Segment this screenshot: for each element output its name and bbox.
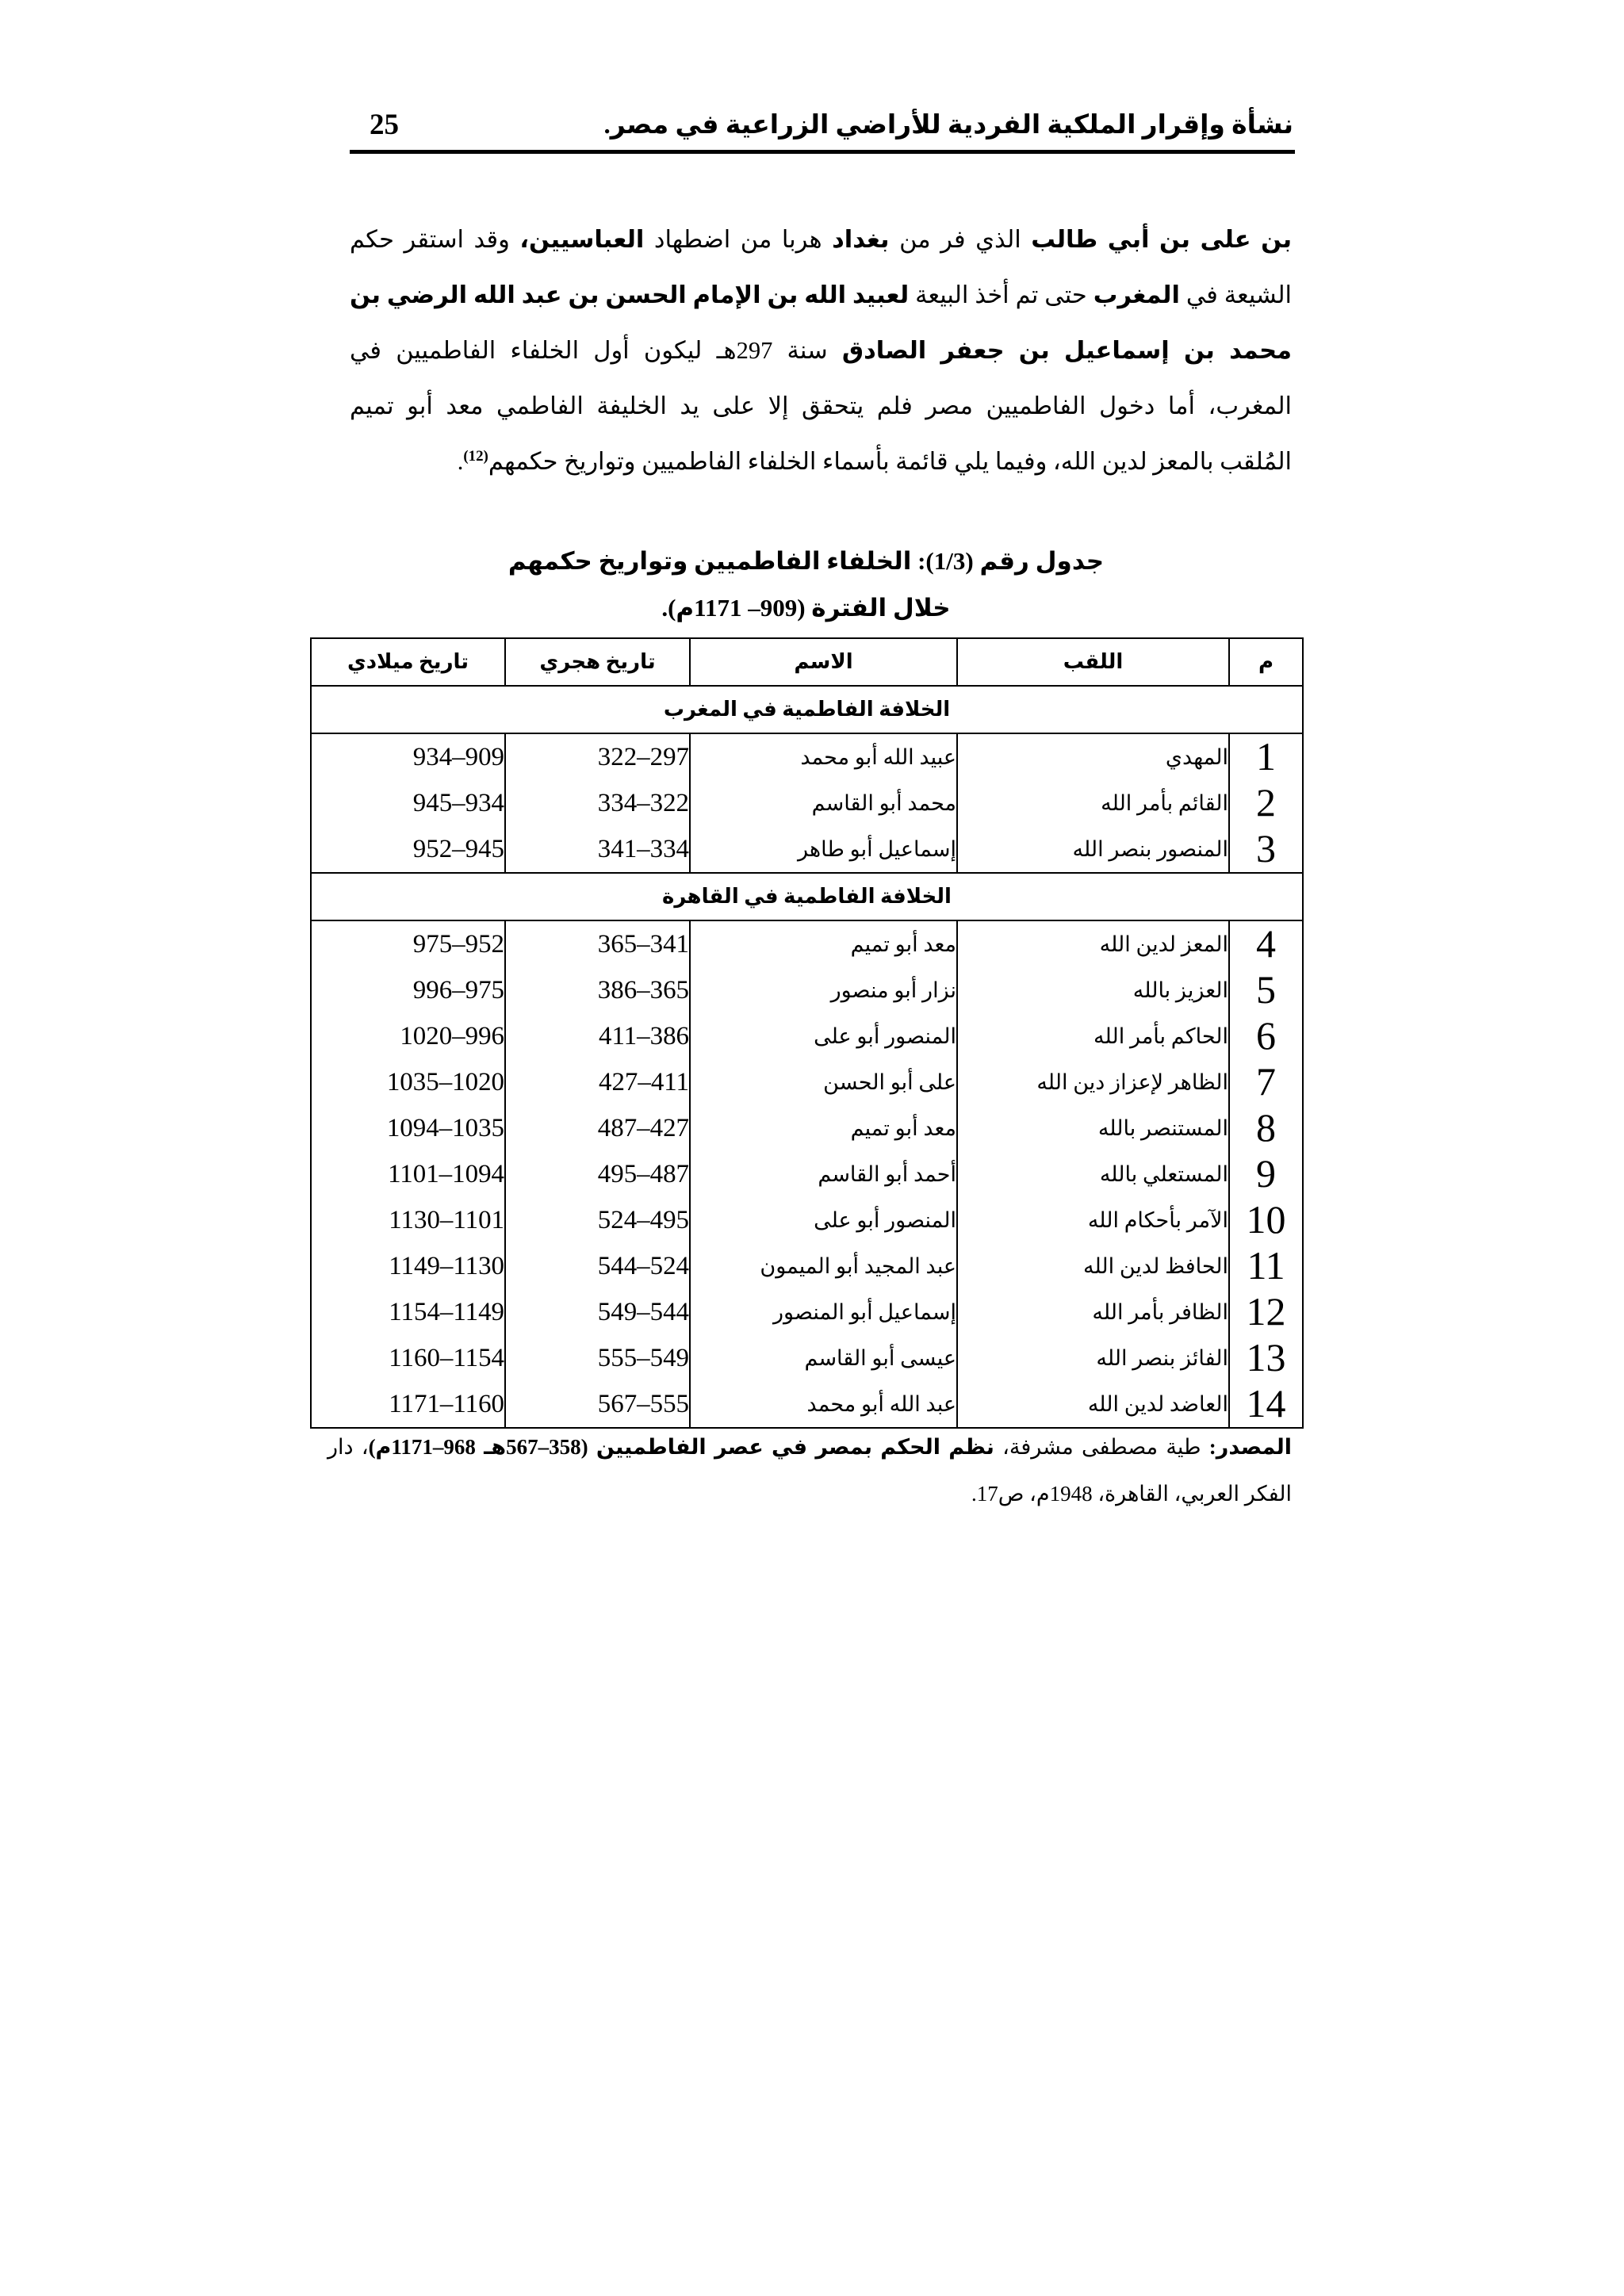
gregorian-date-cell bbox=[311, 1381, 505, 1428]
hijri-date-cell-text: 386–365 bbox=[597, 975, 689, 1004]
running-header bbox=[350, 100, 1293, 151]
row-number-text: 3 bbox=[1256, 826, 1276, 871]
name-cell bbox=[690, 1059, 957, 1105]
gregorian-date-cell-text: 1171–1160 bbox=[389, 1389, 504, 1418]
title-cell-text: الفائز بنصر الله bbox=[1096, 1345, 1228, 1370]
paragraph-line bbox=[350, 323, 1292, 378]
emphasized-text: المغرب bbox=[1093, 281, 1180, 308]
hijri-date-cell bbox=[505, 780, 690, 826]
row-number-text: 10 bbox=[1246, 1197, 1286, 1242]
name-cell-text: عيسى أبو القاسم bbox=[804, 1345, 956, 1370]
name-cell bbox=[690, 1243, 957, 1289]
gregorian-date-cell bbox=[311, 780, 505, 826]
body-text: سنة 297هـ ليكون أول الخلفاء الفاطميين في bbox=[350, 337, 828, 364]
header-name bbox=[690, 638, 957, 686]
row-number bbox=[1229, 733, 1303, 780]
source-author: طية مصطفى مشرفة، bbox=[1002, 1435, 1201, 1459]
table-row bbox=[311, 1059, 1303, 1105]
title-cell bbox=[957, 920, 1229, 967]
body-text: الشيعة في bbox=[1185, 281, 1292, 308]
table-row bbox=[311, 967, 1303, 1013]
header-title-text: اللقب bbox=[1063, 650, 1124, 673]
header-number-text: م bbox=[1258, 650, 1274, 673]
table-row bbox=[311, 733, 1303, 780]
body-text: المُلقب بالمعز لدين الله، وفيما يلي قائمة بأسماء الخلفاء الفاطميين وتواريخ حكمهم bbox=[488, 448, 1292, 475]
section-heading-cell bbox=[311, 686, 1303, 733]
gregorian-date-cell-text: 1020–996 bbox=[400, 1021, 504, 1050]
gregorian-date-cell-text: 1094–1035 bbox=[386, 1113, 504, 1142]
row-number bbox=[1229, 1197, 1303, 1243]
hijri-date-cell-text: 567–555 bbox=[597, 1389, 689, 1418]
hijri-date-cell bbox=[505, 1151, 690, 1197]
hijri-date-cell-text: 341–334 bbox=[597, 834, 689, 863]
name-cell-text: نزار أبو منصور bbox=[830, 978, 956, 1002]
table-row bbox=[311, 920, 1303, 967]
row-number-text: 8 bbox=[1256, 1105, 1276, 1150]
table-row bbox=[311, 1289, 1303, 1335]
hijri-date-cell-text: 549–544 bbox=[597, 1297, 689, 1326]
table-head bbox=[311, 638, 1303, 686]
hijri-date-cell-text: 495–487 bbox=[597, 1159, 689, 1188]
name-cell-text: معد أبو تميم bbox=[850, 932, 956, 956]
table-row bbox=[311, 1013, 1303, 1059]
gregorian-date-cell-text: 934–909 bbox=[412, 742, 504, 771]
emphasized-text: محمد بن إسماعيل بن جعفر الصادق bbox=[841, 337, 1292, 364]
row-number bbox=[1229, 1013, 1303, 1059]
footnote-ref: (12) bbox=[463, 447, 488, 465]
hijri-date-cell bbox=[505, 826, 690, 873]
name-cell bbox=[690, 1381, 957, 1428]
gregorian-date-cell-text: 952–945 bbox=[412, 834, 504, 863]
hijri-date-cell-text: 334–322 bbox=[597, 788, 689, 817]
hijri-date-cell bbox=[505, 1289, 690, 1335]
gregorian-date-cell bbox=[311, 967, 505, 1013]
table-row bbox=[311, 1335, 1303, 1381]
table-source bbox=[327, 1424, 1292, 1517]
name-cell-text: المنصور أبو على bbox=[814, 1024, 956, 1048]
hijri-date-cell-text: 524–495 bbox=[597, 1205, 689, 1234]
hijri-date-cell bbox=[505, 1335, 690, 1381]
title-cell-text: المنصور بنصر الله bbox=[1072, 836, 1228, 861]
row-number-text: 6 bbox=[1256, 1013, 1276, 1058]
paragraph-line bbox=[350, 434, 1292, 489]
source-book-title: نظم الحكم بمصر في عصر الفاطميين (358–567هـ 968–1171م) bbox=[368, 1435, 994, 1459]
hijri-date-cell bbox=[505, 1197, 690, 1243]
title-cell bbox=[957, 1243, 1229, 1289]
header-title bbox=[957, 638, 1229, 686]
section-heading-cell bbox=[311, 873, 1303, 920]
hijri-date-cell-text: 411–386 bbox=[598, 1021, 689, 1050]
row-number-text: 5 bbox=[1256, 967, 1276, 1012]
gregorian-date-cell bbox=[311, 1013, 505, 1059]
row-number bbox=[1229, 1335, 1303, 1381]
hijri-date-cell bbox=[505, 1059, 690, 1105]
table-row bbox=[311, 1381, 1303, 1428]
source-line bbox=[327, 1471, 1292, 1517]
hijri-date-cell bbox=[505, 967, 690, 1013]
gregorian-date-cell-text: 975–952 bbox=[412, 929, 504, 959]
body-text: وقد استقر حكم bbox=[350, 226, 510, 253]
hijri-date-cell bbox=[505, 1013, 690, 1059]
name-cell bbox=[690, 1197, 957, 1243]
hijri-date-cell-text: 427–411 bbox=[598, 1067, 689, 1096]
name-cell bbox=[690, 967, 957, 1013]
row-number-text: 4 bbox=[1256, 921, 1276, 966]
name-cell-text: عبد الله أبو محمد bbox=[806, 1391, 956, 1416]
gregorian-date-cell bbox=[311, 920, 505, 967]
emphasized-text: بغداد bbox=[832, 226, 890, 253]
name-cell-text: إسماعيل أبو المنصور bbox=[772, 1299, 956, 1324]
title-cell-text: المستنصر بالله bbox=[1097, 1115, 1228, 1140]
title-cell bbox=[957, 1151, 1229, 1197]
section-heading-row bbox=[311, 686, 1303, 733]
hijri-date-cell-text: 555–549 bbox=[597, 1343, 689, 1372]
body-text: . bbox=[457, 448, 464, 475]
hijri-date-cell bbox=[505, 733, 690, 780]
table-row bbox=[311, 1197, 1303, 1243]
row-number-text: 1 bbox=[1256, 734, 1276, 779]
hijri-date-cell bbox=[505, 1243, 690, 1289]
hijri-date-cell-text: 544–524 bbox=[597, 1251, 689, 1280]
title-cell bbox=[957, 967, 1229, 1013]
gregorian-date-cell bbox=[311, 1105, 505, 1151]
name-cell-text: محمد أبو القاسم bbox=[811, 790, 956, 815]
header-gregorian-date-text: تاريخ ميلادي bbox=[347, 650, 469, 673]
table-row bbox=[311, 1243, 1303, 1289]
row-number-text: 12 bbox=[1246, 1289, 1286, 1334]
name-cell-text: معد أبو تميم bbox=[850, 1115, 956, 1140]
row-number bbox=[1229, 1059, 1303, 1105]
caliphs-table bbox=[310, 637, 1304, 1429]
name-cell bbox=[690, 1151, 957, 1197]
hijri-date-cell bbox=[505, 1381, 690, 1428]
body-text: حتى تم أخذ البيعة bbox=[915, 281, 1087, 308]
name-cell-text: على أبو الحسن bbox=[823, 1070, 956, 1094]
gregorian-date-cell bbox=[311, 826, 505, 873]
emphasized-text: لعبيد الله بن الإمام الحسن بن عبد الله الرضي بن bbox=[350, 281, 910, 308]
title-cell-text: الحافظ لدين الله bbox=[1082, 1253, 1228, 1278]
header-hijri-date bbox=[505, 638, 690, 686]
title-cell-text: الظاهر لإعزاز دين الله bbox=[1036, 1070, 1228, 1094]
title-cell-text: القائم بأمر الله bbox=[1101, 790, 1228, 815]
header-number bbox=[1229, 638, 1303, 686]
row-number bbox=[1229, 1289, 1303, 1335]
name-cell bbox=[690, 733, 957, 780]
section-heading: الخلافة الفاطمية في المغرب bbox=[663, 698, 951, 721]
hijri-date-cell bbox=[505, 920, 690, 967]
gregorian-date-cell-text: 1154–1149 bbox=[389, 1297, 504, 1326]
name-cell-text: عبد المجيد أبو الميمون bbox=[760, 1253, 956, 1278]
table-header-row bbox=[311, 638, 1303, 686]
hijri-date-cell bbox=[505, 1105, 690, 1151]
name-cell bbox=[690, 1013, 957, 1059]
row-number bbox=[1229, 967, 1303, 1013]
gregorian-date-cell bbox=[311, 1197, 505, 1243]
row-number bbox=[1229, 826, 1303, 873]
gregorian-date-cell bbox=[311, 1151, 505, 1197]
running-title: نشأة وإقرار الملكية الفردية للأراضي الزراعية في مصر. bbox=[603, 111, 1293, 140]
gregorian-date-cell bbox=[311, 1243, 505, 1289]
gregorian-date-cell bbox=[311, 1335, 505, 1381]
header-gregorian-date bbox=[311, 638, 505, 686]
source-line bbox=[327, 1424, 1292, 1471]
source-publisher-start: ، دار bbox=[327, 1435, 369, 1459]
body-paragraph bbox=[350, 212, 1292, 489]
name-cell-text: المنصور أبو على bbox=[814, 1207, 956, 1232]
title-cell bbox=[957, 1197, 1229, 1243]
row-number-text: 11 bbox=[1247, 1243, 1285, 1288]
table-caption: جدول رقم (1/3): الخلفاء الفاطميين وتواريخ حكمهم bbox=[508, 547, 1105, 575]
title-cell bbox=[957, 826, 1229, 873]
title-cell bbox=[957, 1289, 1229, 1335]
name-cell bbox=[690, 920, 957, 967]
table-period: خلال الفترة (909– 1171م). bbox=[661, 594, 951, 622]
paragraph-line bbox=[350, 267, 1292, 323]
paragraph-line bbox=[350, 378, 1292, 434]
title-cell bbox=[957, 780, 1229, 826]
table-row bbox=[311, 780, 1303, 826]
row-number bbox=[1229, 1381, 1303, 1428]
row-number bbox=[1229, 1243, 1303, 1289]
header-rule bbox=[350, 150, 1295, 154]
table-body bbox=[311, 686, 1303, 1428]
row-number bbox=[1229, 1151, 1303, 1197]
header-name-text: الاسم bbox=[794, 650, 853, 673]
gregorian-date-cell bbox=[311, 1059, 505, 1105]
gregorian-date-cell-text: 996–975 bbox=[412, 975, 504, 1004]
title-cell-text: المستعلي بالله bbox=[1099, 1161, 1228, 1186]
name-cell-text: إسماعيل أبو طاهر bbox=[798, 836, 956, 861]
title-cell bbox=[957, 733, 1229, 780]
row-number-text: 7 bbox=[1256, 1059, 1276, 1104]
emphasized-text: بن على بن أبي طالب bbox=[1031, 226, 1293, 253]
gregorian-date-cell-text: 1160–1154 bbox=[389, 1343, 504, 1372]
name-cell bbox=[690, 1105, 957, 1151]
title-cell-text: العزيز بالله bbox=[1132, 978, 1228, 1002]
title-cell-text: الحاكم بأمر الله bbox=[1094, 1024, 1228, 1048]
section-heading: الخلافة الفاطمية في القاهرة bbox=[662, 885, 952, 908]
hijri-date-cell-text: 322–297 bbox=[597, 742, 689, 771]
name-cell bbox=[690, 826, 957, 873]
title-cell bbox=[957, 1335, 1229, 1381]
row-number bbox=[1229, 780, 1303, 826]
name-cell-text: عبيد الله أبو محمد bbox=[800, 744, 956, 769]
page-number: 25 bbox=[370, 109, 399, 141]
name-cell bbox=[690, 1335, 957, 1381]
title-cell bbox=[957, 1105, 1229, 1151]
table-row bbox=[311, 1105, 1303, 1151]
title-cell bbox=[957, 1013, 1229, 1059]
title-cell-text: المهدي bbox=[1165, 744, 1228, 769]
name-cell bbox=[690, 780, 957, 826]
gregorian-date-cell bbox=[311, 733, 505, 780]
body-text: هربا من اضطهاد bbox=[653, 226, 822, 253]
row-number-text: 14 bbox=[1246, 1381, 1286, 1426]
name-cell bbox=[690, 1289, 957, 1335]
gregorian-date-cell-text: 1130–1101 bbox=[389, 1205, 504, 1234]
source-label: المصدر: bbox=[1208, 1435, 1293, 1459]
title-cell-text: الآمر بأحكام الله bbox=[1087, 1207, 1228, 1232]
row-number bbox=[1229, 1105, 1303, 1151]
title-cell bbox=[957, 1381, 1229, 1428]
hijri-date-cell-text: 365–341 bbox=[597, 929, 689, 959]
hijri-date-cell-text: 487–427 bbox=[597, 1113, 689, 1142]
paragraph-line bbox=[350, 212, 1292, 267]
gregorian-date-cell-text: 945–934 bbox=[412, 788, 504, 817]
title-cell-text: المعز لدين الله bbox=[1099, 932, 1228, 956]
gregorian-date-cell bbox=[311, 1289, 505, 1335]
title-cell-text: العاضد لدين الله bbox=[1087, 1391, 1228, 1416]
section-heading-row bbox=[311, 873, 1303, 920]
header-hijri-date-text: تاريخ هجري bbox=[539, 650, 656, 673]
gregorian-date-cell-text: 1101–1094 bbox=[388, 1159, 504, 1188]
emphasized-text: العباسيين، bbox=[519, 226, 645, 253]
source-publisher: الفكر العربي، القاهرة، 1948م، ص17. bbox=[971, 1482, 1292, 1506]
title-cell-text: الظافر بأمر الله bbox=[1092, 1299, 1228, 1324]
table-row bbox=[311, 1151, 1303, 1197]
table-row bbox=[311, 826, 1303, 873]
row-number-text: 13 bbox=[1246, 1335, 1286, 1380]
body-text: الذي فر من bbox=[899, 226, 1021, 253]
row-number bbox=[1229, 920, 1303, 967]
body-text: المغرب، أما دخول الفاطميين مصر فلم يتحقق إلا على يد الخليفة الفاطمي معد أبو تميم bbox=[350, 392, 1292, 419]
row-number-text: 9 bbox=[1256, 1151, 1276, 1196]
name-cell-text: أحمد أبو القاسم bbox=[818, 1161, 956, 1186]
title-cell bbox=[957, 1059, 1229, 1105]
gregorian-date-cell-text: 1149–1130 bbox=[389, 1251, 504, 1280]
gregorian-date-cell-text: 1035–1020 bbox=[386, 1067, 504, 1096]
row-number-text: 2 bbox=[1256, 780, 1276, 825]
